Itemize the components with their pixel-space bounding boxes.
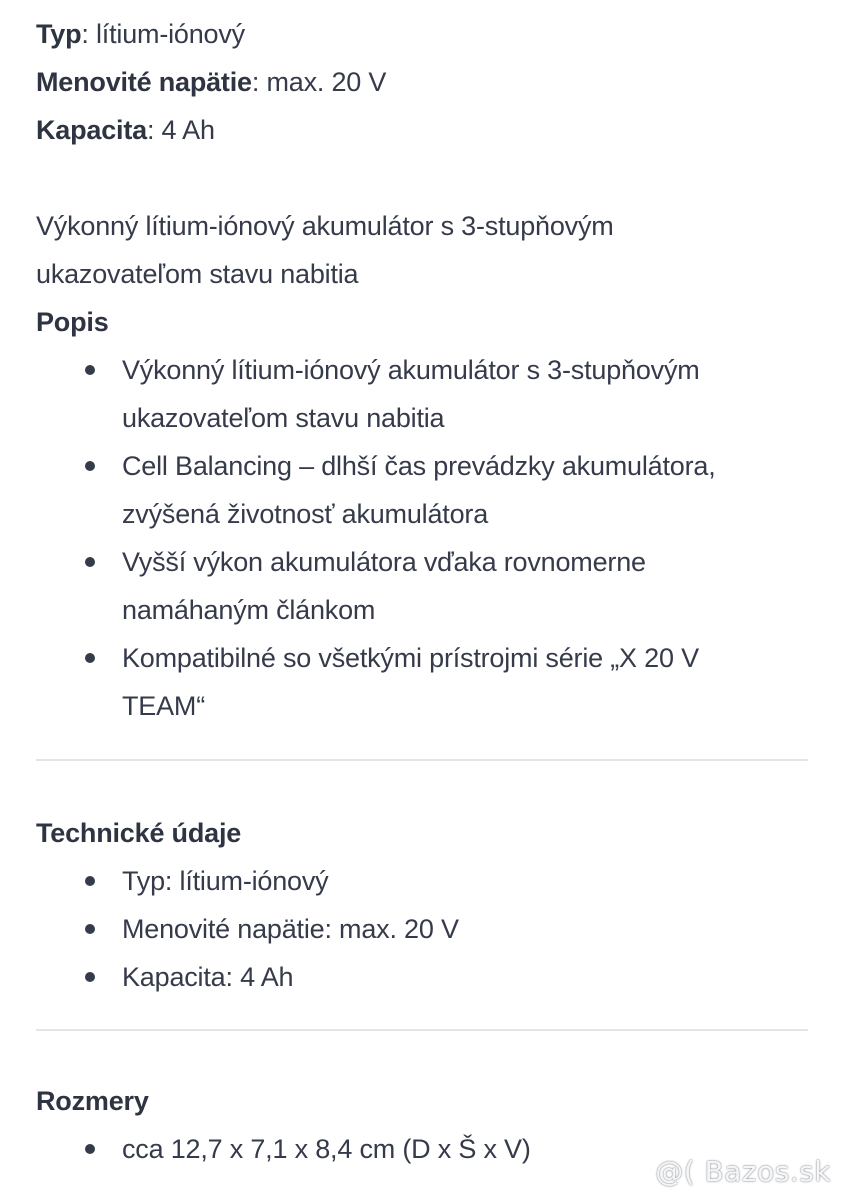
spec-key: Kapacita bbox=[36, 115, 147, 145]
spec-capacity bbox=[36, 106, 808, 154]
list-item: Vyšší výkon akumulátora vďaka rovnomerne namáhaným článkom bbox=[122, 538, 782, 634]
section-divider bbox=[36, 1029, 808, 1031]
list-item: Kompatibilné so všetkými prístrojmi série „X 20 V TEAM“ bbox=[122, 634, 782, 730]
spec-value: : max. 20 V bbox=[251, 67, 387, 97]
product-description bbox=[36, 10, 808, 1173]
technical-section bbox=[36, 809, 808, 1001]
spec-key: Menovité napätie bbox=[36, 67, 252, 97]
spec-value: : 4 Ah bbox=[146, 115, 215, 145]
intro-paragraph: Výkonný lítium-iónový akumulátor s 3-stupňovým ukazovateľom stavu nabitia bbox=[36, 211, 614, 289]
spec-voltage bbox=[36, 58, 808, 106]
list-item: cca 12,7 x 7,1 x 8,4 cm (D x Š x V) bbox=[122, 1125, 782, 1173]
list-item: Cell Balancing – dlhší čas prevádzky akumulátora, zvýšená životnosť akumulátora bbox=[122, 442, 782, 538]
list-item: Výkonný lítium-iónový akumulátor s 3-stupňovým ukazovateľom stavu nabitia bbox=[122, 346, 782, 442]
technical-list bbox=[36, 857, 808, 1001]
spec-value: : lítium-iónový bbox=[81, 19, 245, 49]
section-title-description: Popis bbox=[36, 307, 109, 337]
spec-type bbox=[36, 10, 808, 58]
section-title-technical: Technické údaje bbox=[36, 818, 242, 848]
list-item: Typ: lítium-iónový bbox=[122, 857, 782, 905]
description-section bbox=[36, 298, 808, 730]
spec-key: Typ bbox=[36, 19, 82, 49]
list-item: Menovité napätie: max. 20 V bbox=[122, 905, 782, 953]
list-item: Kapacita: 4 Ah bbox=[122, 953, 782, 1001]
description-list bbox=[36, 346, 808, 730]
section-title-dimensions: Rozmery bbox=[36, 1086, 149, 1116]
section-divider bbox=[36, 759, 808, 761]
bazos-watermark: @( Bazos.sk bbox=[655, 1155, 831, 1188]
